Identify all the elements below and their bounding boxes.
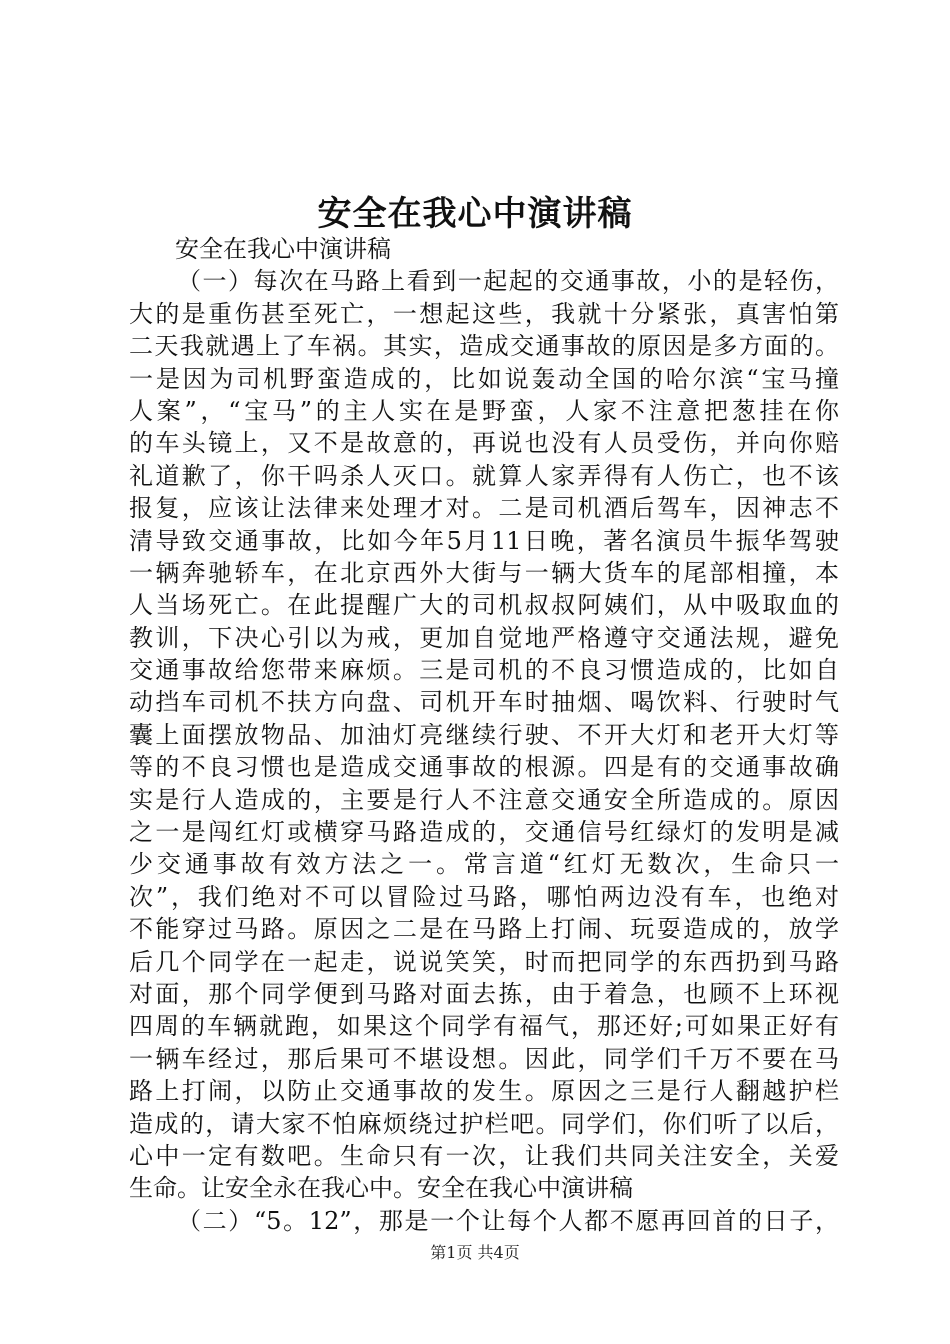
body-line: 后几个同学在一起走，说说笑笑，时而把同学的东西扔到马路: [129, 947, 839, 976]
body-line: 不能穿过马路。原因之二是在马路上打闹、玩耍造成的，放学: [129, 915, 839, 944]
body-line: 次”，我们绝对不可以冒险过马路，哪怕两边没有车，也绝对: [129, 882, 839, 911]
body-line: 等的不良习惯也是造成交通事故的根源。四是有的交通事故确: [129, 753, 839, 782]
body-line: 报复，应该让法律来处理才对。二是司机酒后驾车，因神志不: [129, 494, 839, 523]
body-line: 二天我就遇上了车祸。其实，造成交通事故的原因是多方面的。: [129, 332, 839, 361]
body-line: 路上打闹，以防止交通事故的发生。原因之三是行人翻越护栏: [129, 1077, 839, 1106]
body-line: 动挡车司机不扶方向盘、司机开车时抽烟、喝饮料、行驶时气: [129, 688, 839, 717]
body-line: 心中一定有数吧。生命只有一次，让我们共同关注安全，关爱: [129, 1141, 839, 1170]
body-line: 教训，下决心引以为戒，更加自觉地严格遵守交通法规，避免: [129, 623, 839, 652]
body-line: 交通事故给您带来麻烦。三是司机的不良习惯造成的，比如自: [129, 656, 839, 685]
body-line: 之一是闯红灯或横穿马路造成的，交通信号红绿灯的发明是减: [129, 818, 839, 847]
body-line: 一辆车经过，那后果可不堪设想。因此，同学们千万不要在马: [129, 1044, 839, 1073]
body-line: 人当场死亡。在此提醒广大的司机叔叔阿姨们，从中吸取血的: [129, 591, 839, 620]
page-number: 第1页 共4页: [430, 1243, 520, 1262]
body-line: 少交通事故有效方法之一。常言道“红灯无数次，生命只一: [129, 850, 839, 879]
body-line: 的车头镜上，又不是故意的，再说也没有人员受伤，并向你赔: [129, 429, 839, 458]
subtitle-line: 安全在我心中演讲稿: [175, 235, 391, 263]
body-line: 一是因为司机野蛮造成的，比如说轰动全国的哈尔滨“宝马撞: [129, 364, 839, 393]
body-line: 人案”，“宝马”的主人实在是野蛮，人家不注意把葱挂在你: [129, 396, 839, 425]
body-line: （二）“5。12”，那是一个让每个人都不愿再回首的日子，: [177, 1206, 839, 1235]
body-line: 礼道歉了，你干吗杀人灭口。就算人家弄得有人伤亡，也不该: [129, 461, 839, 490]
body-line: （一）每次在马路上看到一起起的交通事故，小的是轻伤，: [177, 267, 839, 296]
document-title: 安全在我心中演讲稿: [317, 194, 633, 234]
body-line: 囊上面摆放物品、加油灯亮继续行驶、不开大灯和老开大灯等: [129, 720, 839, 749]
body-line: 清导致交通事故，比如今年5月11日晚，著名演员牛振华驾驶: [129, 526, 839, 555]
body-line: 实是行人造成的，主要是行人不注意交通安全所造成的。原因: [129, 785, 839, 814]
body-line: 生命。让安全永在我心中。安全在我心中演讲稿: [129, 1174, 633, 1203]
document-body: [129, 233, 839, 1237]
body-line: 一辆奔驰轿车，在北京西外大街与一辆大货车的尾部相撞，本: [129, 558, 839, 587]
body-line: 对面，那个同学便到马路对面去拣，由于着急，也顾不上环视: [129, 979, 839, 1008]
body-line: 造成的，请大家不怕麻烦绕过护栏吧。同学们，你们听了以后，: [129, 1109, 839, 1138]
body-line: 大的是重伤甚至死亡，一想起这些，我就十分紧张，真害怕第: [129, 299, 839, 328]
body-line: 四周的车辆就跑，如果这个同学有福气，那还好;可如果正好有: [129, 1012, 839, 1041]
